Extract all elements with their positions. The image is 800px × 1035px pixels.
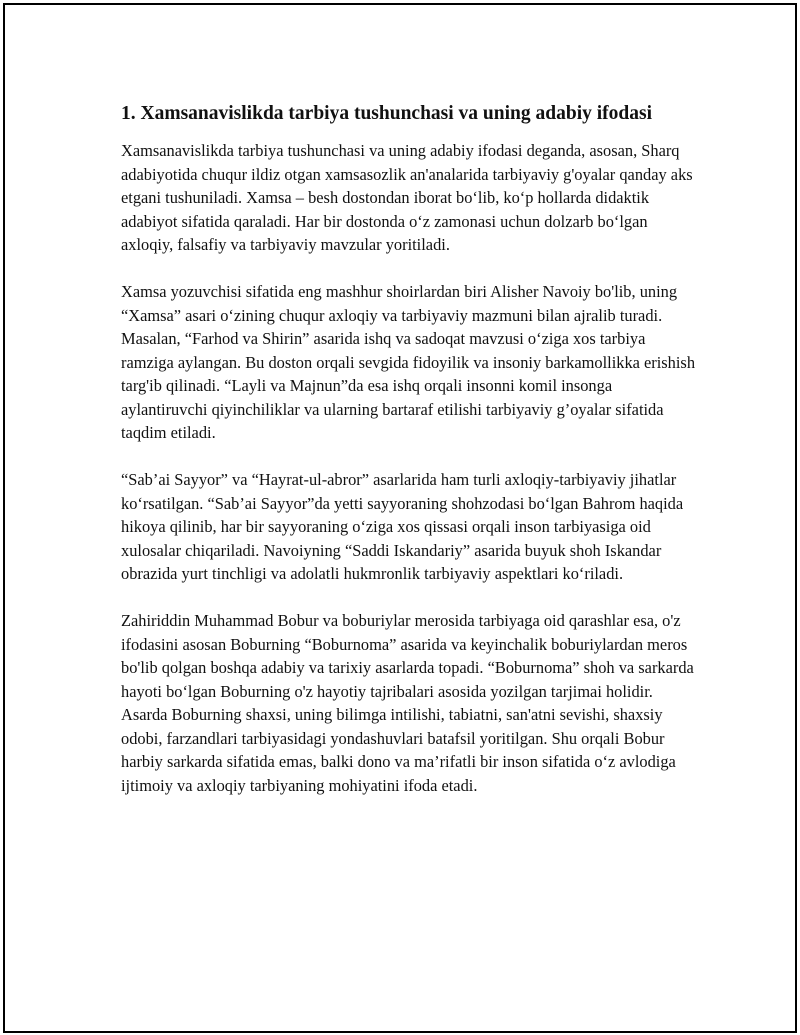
page-frame [3,3,797,1033]
paragraph-navoiy-xamsa: Xamsa yozuvchisi sifatida eng mashhur shoirlardan biri Alisher Navoiy bo'lib, uning “Xamsa” asari o‘zining chuqur axloqiy va tarbiyaviy mazmuni bilan ajralib turadi. Masalan, “Farhod va Shirin” asarida ishq va sadoqat mavzusi o‘ziga xos tarbiya ramziga aylangan. Bu doston orqali sevgida fidoyilik va insoniy barkamollikka erishish targ'ib qilinadi. “Layli va Majnun”da esa ishq orqali insonni komil insonga aylantiruvchi qiyinchiliklar va ularning bartaraf etilishi tarbiyaviy g’oyalar sifatida taqdim etiladi. [121,282,696,442]
paragraph-bobur: Zahiriddin Muhammad Bobur va boburiylar merosida tarbiyaga oid qarashlar esa, o'z ifodasini asosan Boburning “Boburnoma” asarida va keyinchalik boburiylardan meros bo'lib qolgan boshqa adabiy va tarixiy asarlarda topadi. “Boburnoma” shoh va sarkarda hayoti bo‘lgan Boburning o'z hayotiy tajribalari asosida yozilgan tarjimai holidir. Asarda Boburning shaxsi, uning bilimga intilishi, tabiatni, san'atni sevishi, shaxsiy odobi, farzandlari tarbiyasidagi yondashuvlari batafsil yoritilgan. Shu orqali Bobur harbiy sarkarda sifatida emas, balki dono va ma’rifatli bir inson sifatida o‘z avlodiga ijtimoiy va axloqiy tarbiyaning mohiyatini ifoda etadi. [121,611,694,795]
section-heading: 1. Xamsanavislikda tarbiya tushunchasi va uning adabiy ifodasi [121,103,652,124]
paragraph-intro: Xamsanavislikda tarbiya tushunchasi va uning adabiy ifodasi deganda, asosan, Sharq adabiyotida chuqur ildiz otgan xamsasozlik an'analarida tarbiyaviy g'oyalar qanday aks etgani tushuniladi. Xamsa – besh dostondan iborat bo‘lib, ko‘p hollarda didaktik adabiyot sifatida qaraladi. Har bir dostonda o‘z zamonasi uchun dolzarb bo‘lgan axloqiy, falsafiy va tarbiyaviy mavzular yoritiladi. [121,141,693,254]
document-body [121,101,696,821]
paragraph-sabai-sayyor: “Sab’ai Sayyor” va “Hayrat-ul-abror” asarlarida ham turli axloqiy-tarbiyaviy jihatlar ko‘rsatilgan. “Sab’ai Sayyor”da yetti sayyoraning shohzodasi bo‘lgan Bahrom haqida hikoya qilinib, har bir sayyoraning o‘ziga xos qissasi orqali inson tarbiyasiga oid xulosalar chiqariladi. Navoiyning “Saddi Iskandariy” asarida buyuk shoh Iskandar obrazida yurt tinchligi va adolatli hukmronlik tarbiyaviy aspektlari ko‘riladi. [121,470,684,583]
